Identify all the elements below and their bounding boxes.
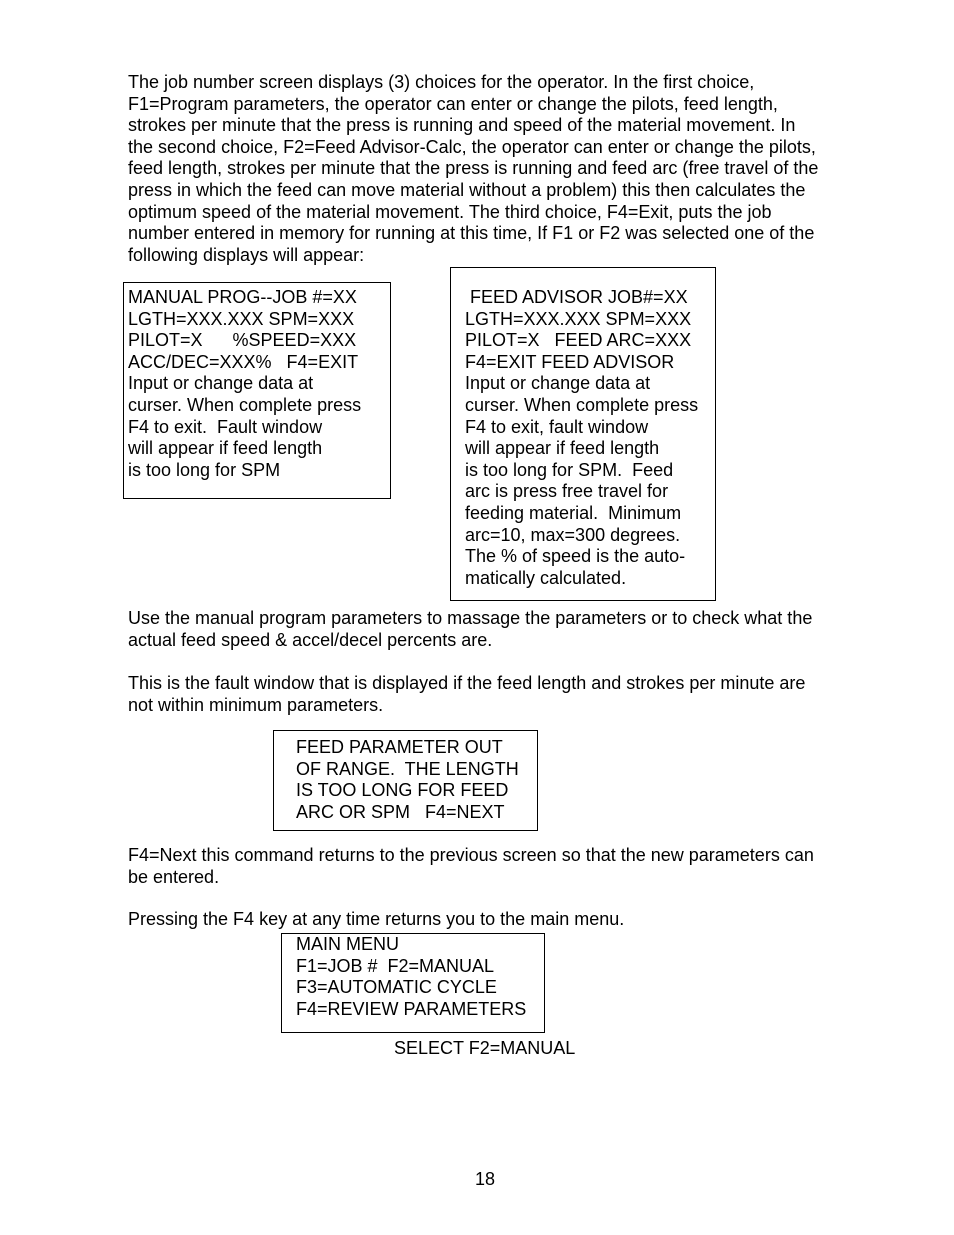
display-line: is too long for SPM. Feed [465, 459, 674, 480]
display-line: IS TOO LONG FOR FEED [296, 780, 509, 801]
display-line: PILOT=X %SPEED=XXX [128, 330, 357, 351]
display-line: F4 to exit, fault window [465, 416, 649, 437]
display-line: The % of speed is the auto- [465, 546, 686, 567]
display-line: LGTH=XXX.XXX SPM=XXX [128, 308, 355, 329]
display-line: is too long for SPM [128, 459, 281, 480]
display-line: curser. When complete press [128, 394, 362, 415]
fault-window-paragraph: This is the fault window that is displayed if the feed length and strokes per minute are not within minimum parameters. [128, 673, 806, 715]
f4-next-paragraph: F4=Next this command returns to the previous screen so that the new parameters can be entered. [128, 845, 814, 887]
display-line: OF RANGE. THE LENGTH [296, 758, 519, 779]
display-line: arc=10, max=300 degrees. [465, 524, 681, 545]
display-line: feeding material. Minimum [465, 502, 682, 523]
display-line: F1=JOB # F2=MANUAL [296, 955, 495, 976]
main-menu-display [281, 933, 545, 1033]
intro-paragraph: The job number screen displays (3) choices for the operator. In the first choice, F1=Program parameters, the operator can enter or change the pilots, feed length, strokes per minute that the press is running and speed of the material movement. In the second choice, F2=Feed Advisor-Calc, the operator can enter or change the pilots, feed length, strokes per minute that the press is running and feed arc (free travel of the press in which the feed can move material without a problem) this then calculates the optimum speed of the material movement. The third choice, F4=Exit, puts the job number entered in memory for running at this time, If F1 or F2 was selected one of the following displays will appear: [128, 72, 819, 265]
display-line: arc is press free travel for [465, 481, 669, 502]
display-line: F4=EXIT FEED ADVISOR [465, 351, 675, 372]
display-line: Input or change data at [128, 373, 314, 394]
display-line: matically calculated. [465, 567, 627, 588]
display-line: curser. When complete press [465, 394, 699, 415]
fault-window-display [273, 730, 538, 831]
display-line: FEED ADVISOR JOB#=XX [465, 287, 688, 307]
page-number: 18 [475, 1169, 496, 1189]
select-instruction: SELECT F2=MANUAL [394, 1038, 576, 1058]
feed-advisor-display [450, 267, 716, 601]
display-line: F3=AUTOMATIC CYCLE [296, 977, 497, 998]
display-line: will appear if feed length [465, 438, 660, 459]
display-line: F4 to exit. Fault window [128, 416, 323, 437]
display-line: PILOT=X FEED ARC=XXX [465, 330, 692, 351]
manual-prog-display [123, 282, 391, 499]
manual-params-paragraph: Use the manual program parameters to massage the parameters or to check what the actual feed speed & accel/decel percents are. [128, 608, 813, 650]
display-line: FEED PARAMETER OUT [296, 737, 503, 757]
display-line: MAIN MENU [296, 934, 399, 954]
display-line: F4=REVIEW PARAMETERS [296, 998, 527, 1019]
display-line: will appear if feed length [128, 438, 323, 459]
display-line: Input or change data at [465, 373, 651, 394]
display-line: ACC/DEC=XXX% F4=EXIT [128, 351, 359, 372]
display-line: LGTH=XXX.XXX SPM=XXX [465, 308, 692, 329]
display-line: ARC OR SPM F4=NEXT [296, 801, 505, 822]
f4-main-menu-paragraph: Pressing the F4 key at any time returns you to the main menu. [128, 909, 625, 929]
display-line: MANUAL PROG--JOB #=XX [128, 287, 357, 307]
